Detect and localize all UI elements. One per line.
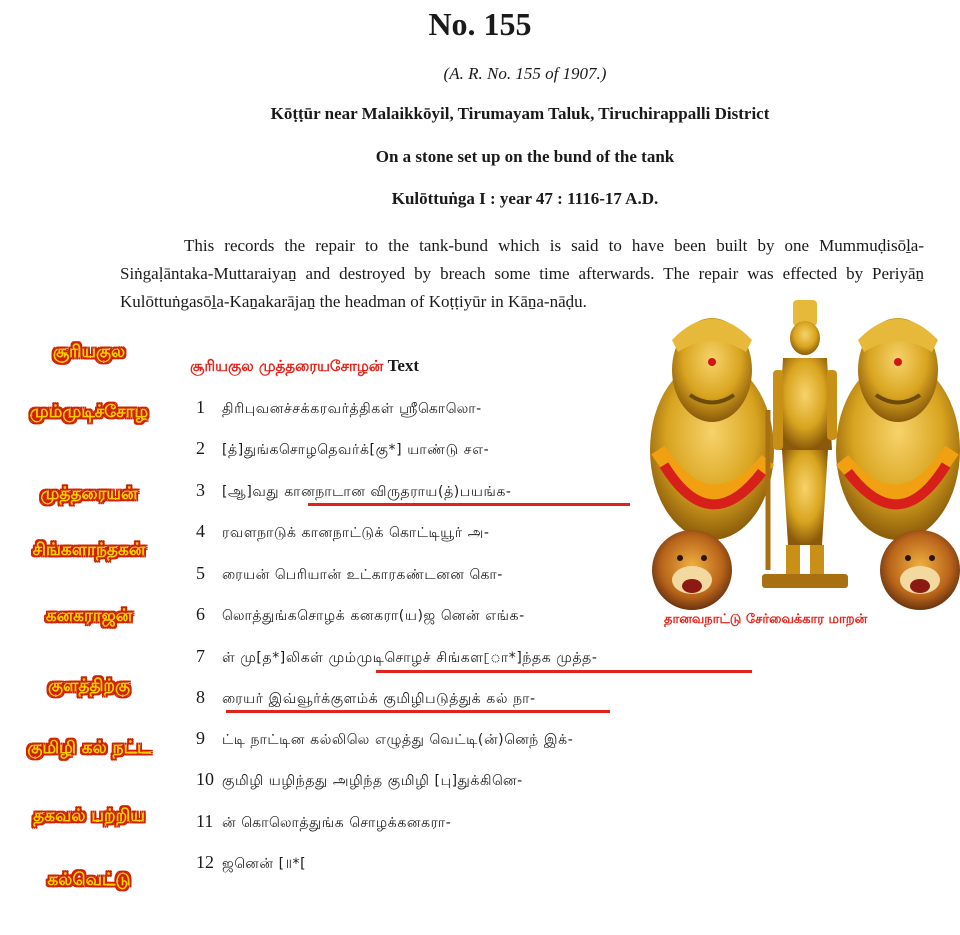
inscription-line [196, 438, 489, 468]
text-heading-tamil: சூரியகுல முத்தரையசோழன் [190, 357, 384, 375]
side-label: கனகராஜன் [45, 606, 133, 626]
side-label: கல்வெட்டு [47, 870, 131, 890]
line-number: 3 [196, 480, 205, 500]
inscription-line [196, 521, 490, 551]
statue-artwork [650, 300, 960, 630]
side-label: மும்முடிச்சோழ [29, 402, 149, 422]
inscription-object: On a stone set up on the bund of the tank [375, 147, 675, 166]
line-text: ட்டி நாட்டின கல்லிலெ எழுத்து வெட்டி(ன்)னெந் இக்- [222, 732, 574, 748]
text-heading-english: Text [387, 356, 420, 375]
left-lion [652, 530, 732, 610]
line-text: குமிழி யழிந்தது அழிந்த குமிழி [பு]துக்கினெ- [222, 773, 523, 789]
inscription-line [196, 728, 573, 758]
summary-paragraph: This records the repair to the tank-bund which is said to have been built by one Mummuḍisōḻa-Siṅgaḷāntaka-Muttaraiyaṉ and destroyed by breach some time afterwards. The repair was effected by Periyāṉ Kulōttuṅgasōḻa-Kaṉakarājaṉ the headman of Koṭṭiyūr in Kāṉa-nāḍu. [120, 236, 924, 311]
line-number: 4 [196, 521, 205, 541]
inscription-line [196, 397, 482, 427]
line-number: 9 [196, 728, 205, 748]
line-number: 12 [196, 852, 214, 872]
line-number: 5 [196, 563, 205, 583]
right-lion [880, 530, 960, 610]
side-label: குமிழி கல் நட்ட [27, 738, 151, 758]
line-number: 8 [196, 687, 205, 707]
line-number: 6 [196, 604, 205, 624]
line-text: [ஆ]வது கானநாடான விருதராய(த்)பயங்க- [222, 484, 512, 500]
side-label: தகவல் பற்றிய [33, 806, 145, 826]
line-text: ஜனென் [॥*[ [222, 856, 307, 872]
line-number: 2 [196, 438, 205, 458]
line-text: [த்]துங்கசொழதெவர்க்[கு*] யாண்டு சஎ- [222, 442, 490, 458]
text-section-heading [190, 356, 419, 377]
line-number: 10 [196, 769, 214, 789]
inscription-location: Kōṭṭūr near Malaikkōyil, Tirumayam Taluk, Tiruchirappalli District [270, 104, 770, 123]
side-label: சிங்களாந்தகன் [32, 540, 146, 560]
inscription-line [196, 563, 503, 593]
document-number: No. 155 [428, 6, 532, 42]
highlight-underline [308, 503, 630, 506]
inscription-line [196, 604, 525, 634]
line-text: ன் கொலொத்துங்க சொழக்கனகரா- [222, 815, 452, 831]
highlight-underline [226, 710, 610, 713]
line-number: 1 [196, 397, 205, 417]
line-text: ரையர் இவ்வூர்க்குளம்க் குமிழிபடுத்துக் கல் நா- [222, 691, 536, 707]
annual-report-reference: (A. R. No. 155 of 1907.) [443, 64, 607, 83]
line-number: 7 [196, 646, 205, 666]
line-text: திரிபுவனச்சக்கரவர்த்திகள் ஸ்ரீகொலொ- [222, 401, 482, 417]
line-text: ரவளநாடுக் கானநாட்டுக் கொட்டியூர் அ- [222, 525, 490, 541]
line-text: ரையன் பெரியான் உட்காரகண்டனன கொ- [222, 567, 503, 583]
inscription-date: Kulōttuṅga I : year 47 : 1116-17 A.D. [391, 189, 659, 208]
side-label: குளத்திற்கு [48, 676, 130, 696]
line-number: 11 [196, 811, 214, 831]
inscription-line [196, 769, 523, 799]
ruler-statue-illustration [650, 300, 960, 630]
inscription-line [196, 852, 306, 882]
side-label: முத்தரையன் [40, 484, 138, 504]
line-text: ள் மு[த*]லிகள் மும்முடிசொழச் சிங்கள[ா*]ந்தக முத்த- [222, 650, 598, 666]
side-label: சூரியகுல [52, 342, 126, 362]
central-statue [762, 300, 848, 588]
highlight-underline [376, 670, 752, 673]
inscription-line [196, 811, 451, 841]
line-text: லொத்துங்கசொழக் கனகரா(ய)ஜ னென் எங்க- [222, 608, 525, 624]
figure-caption: தானவநாட்டு சேர்வைக்கார மாறன் [664, 612, 868, 627]
